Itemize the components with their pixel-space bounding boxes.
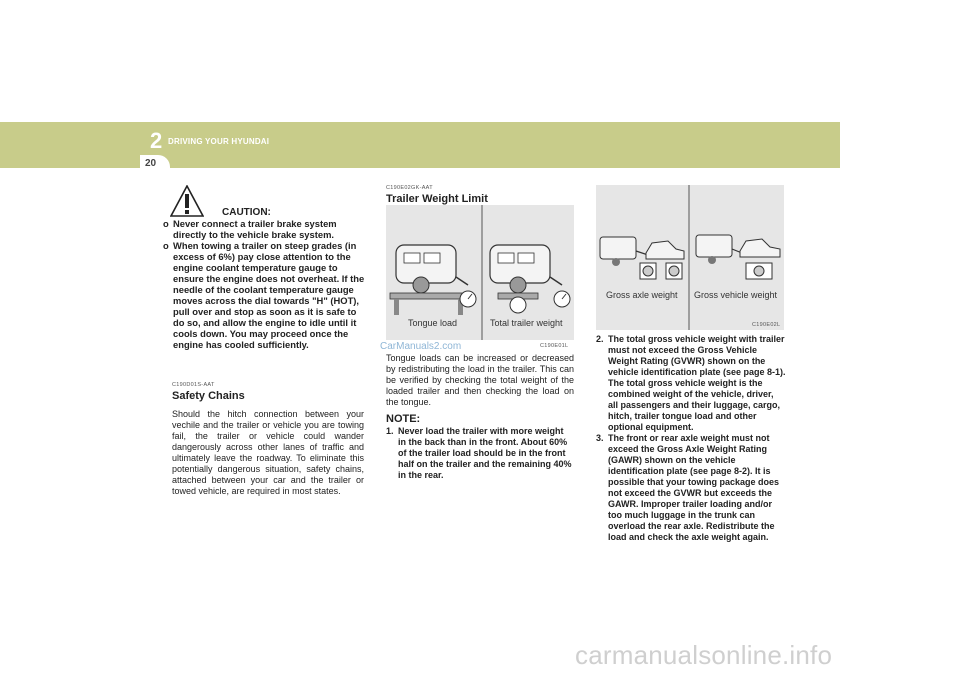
caution-title: CAUTION: <box>222 207 271 218</box>
chapter-title: DRIVING YOUR HYUNDAI <box>168 137 270 146</box>
footer-watermark: carmanualsonline.info <box>575 640 833 670</box>
caution-list <box>163 218 366 350</box>
section-heading: Safety Chains <box>172 390 245 402</box>
figure-label-tongue-load: Tongue load <box>408 318 458 328</box>
gross-axle-weight-drawing <box>600 237 684 279</box>
rule-item <box>596 433 786 543</box>
note-list <box>386 426 574 481</box>
site-watermark: CarManuals2.com <box>380 341 462 352</box>
section-code: C190E02GK-AAT <box>386 185 433 191</box>
trailer-weight-illustration <box>386 205 574 340</box>
note-item <box>386 426 574 481</box>
figure-code: C190E01L <box>540 343 569 349</box>
note-item-text: Never load the trailer with more weight in the back than in the front. About 60% of the trailer load should be in the front half on the trailer and the remaining 40% in the rear. <box>398 426 572 480</box>
page-number: 20 <box>145 158 157 169</box>
trailer-total-weight-drawing <box>490 245 570 313</box>
section-body: Should the hitch connection between your vechile and the trailer or vehicle you are towing fail, the trailer or vehicle could wander dangerously across other lanes of traffic and ultimately leave the roadway. To eliminate this potentially dangerous situation, safety chains, attached between your car and the trailer or towed vehicle, are required in most states. <box>172 409 364 496</box>
section-code: C190D01S-AAT <box>172 382 215 388</box>
section-body: Tongue loads can be increased or decreased by redistributing the load in the trailer. This can be verified by checking the total weight of the loaded trailer and then checking the load on the tongue. <box>386 353 574 407</box>
gross-vehicle-weight-drawing <box>696 235 780 279</box>
chapter-header-band <box>0 122 840 168</box>
section-heading: Trailer Weight Limit <box>386 193 488 205</box>
list-number: 1. <box>386 426 394 436</box>
caution-item <box>163 218 366 240</box>
list-number: 2. <box>596 334 604 344</box>
caution-item <box>163 240 366 350</box>
weight-rules-list <box>596 334 786 543</box>
rule-item-text: The front or rear axle weight must not exceed the Gross Axle Weight Rating (GAWR) shown on the vehicle identification plate (see page 8-2). It is possible that your towing package does not exceed the GVWR but exceeds the GAWR. Improper trailer loading and/or too much luggage in the trunk can overload the rear axle. Redistribute the load and check the axle weight again. <box>608 433 780 542</box>
figure-label-gross-vehicle-weight: Gross vehicle weight <box>694 290 778 300</box>
chapter-number: 2 <box>150 128 163 153</box>
figure-code: C190E02L <box>752 322 781 328</box>
list-number: 3. <box>596 433 604 443</box>
warning-triangle-icon <box>170 185 204 217</box>
caution-item-text: When towing a trailer on steep grades (in excess of 6%) pay close attention to the engine coolant temperature gauge to ensure the engine does not overheat. If the needle of the coolant temperature gauge moves across the dial towards "H" (HOT), pull over and stop as soon as it is safe to do so, and allow the engine to idle until it cools down. You may proceed once the engine has cooled sufficiently. <box>173 240 365 350</box>
caution-item-text: Never connect a trailer brake system directly to the vehicle brake system. <box>173 218 337 240</box>
bullet-mark: o <box>163 218 169 229</box>
note-heading: NOTE: <box>386 413 421 425</box>
rule-item-text: The total gross vehicle weight with trailer must not exceed the Gross Vehicle Weight Rating (GVWR) shown on the vehicle identification plate (see page 8-1). The total gross vehicle weight is the combined weight of the vehicle, driver, all passengers and their luggage, cargo, hitch, trailer tongue load and other optional equipment. <box>608 334 786 432</box>
figure-label-total-trailer-weight: Total trailer weight <box>490 318 563 328</box>
rule-item <box>596 334 786 433</box>
trailer-tongue-load-drawing <box>390 245 476 315</box>
figure-label-gross-axle-weight: Gross axle weight <box>606 290 678 300</box>
gross-weight-illustration <box>596 185 784 330</box>
bullet-mark: o <box>163 240 169 251</box>
